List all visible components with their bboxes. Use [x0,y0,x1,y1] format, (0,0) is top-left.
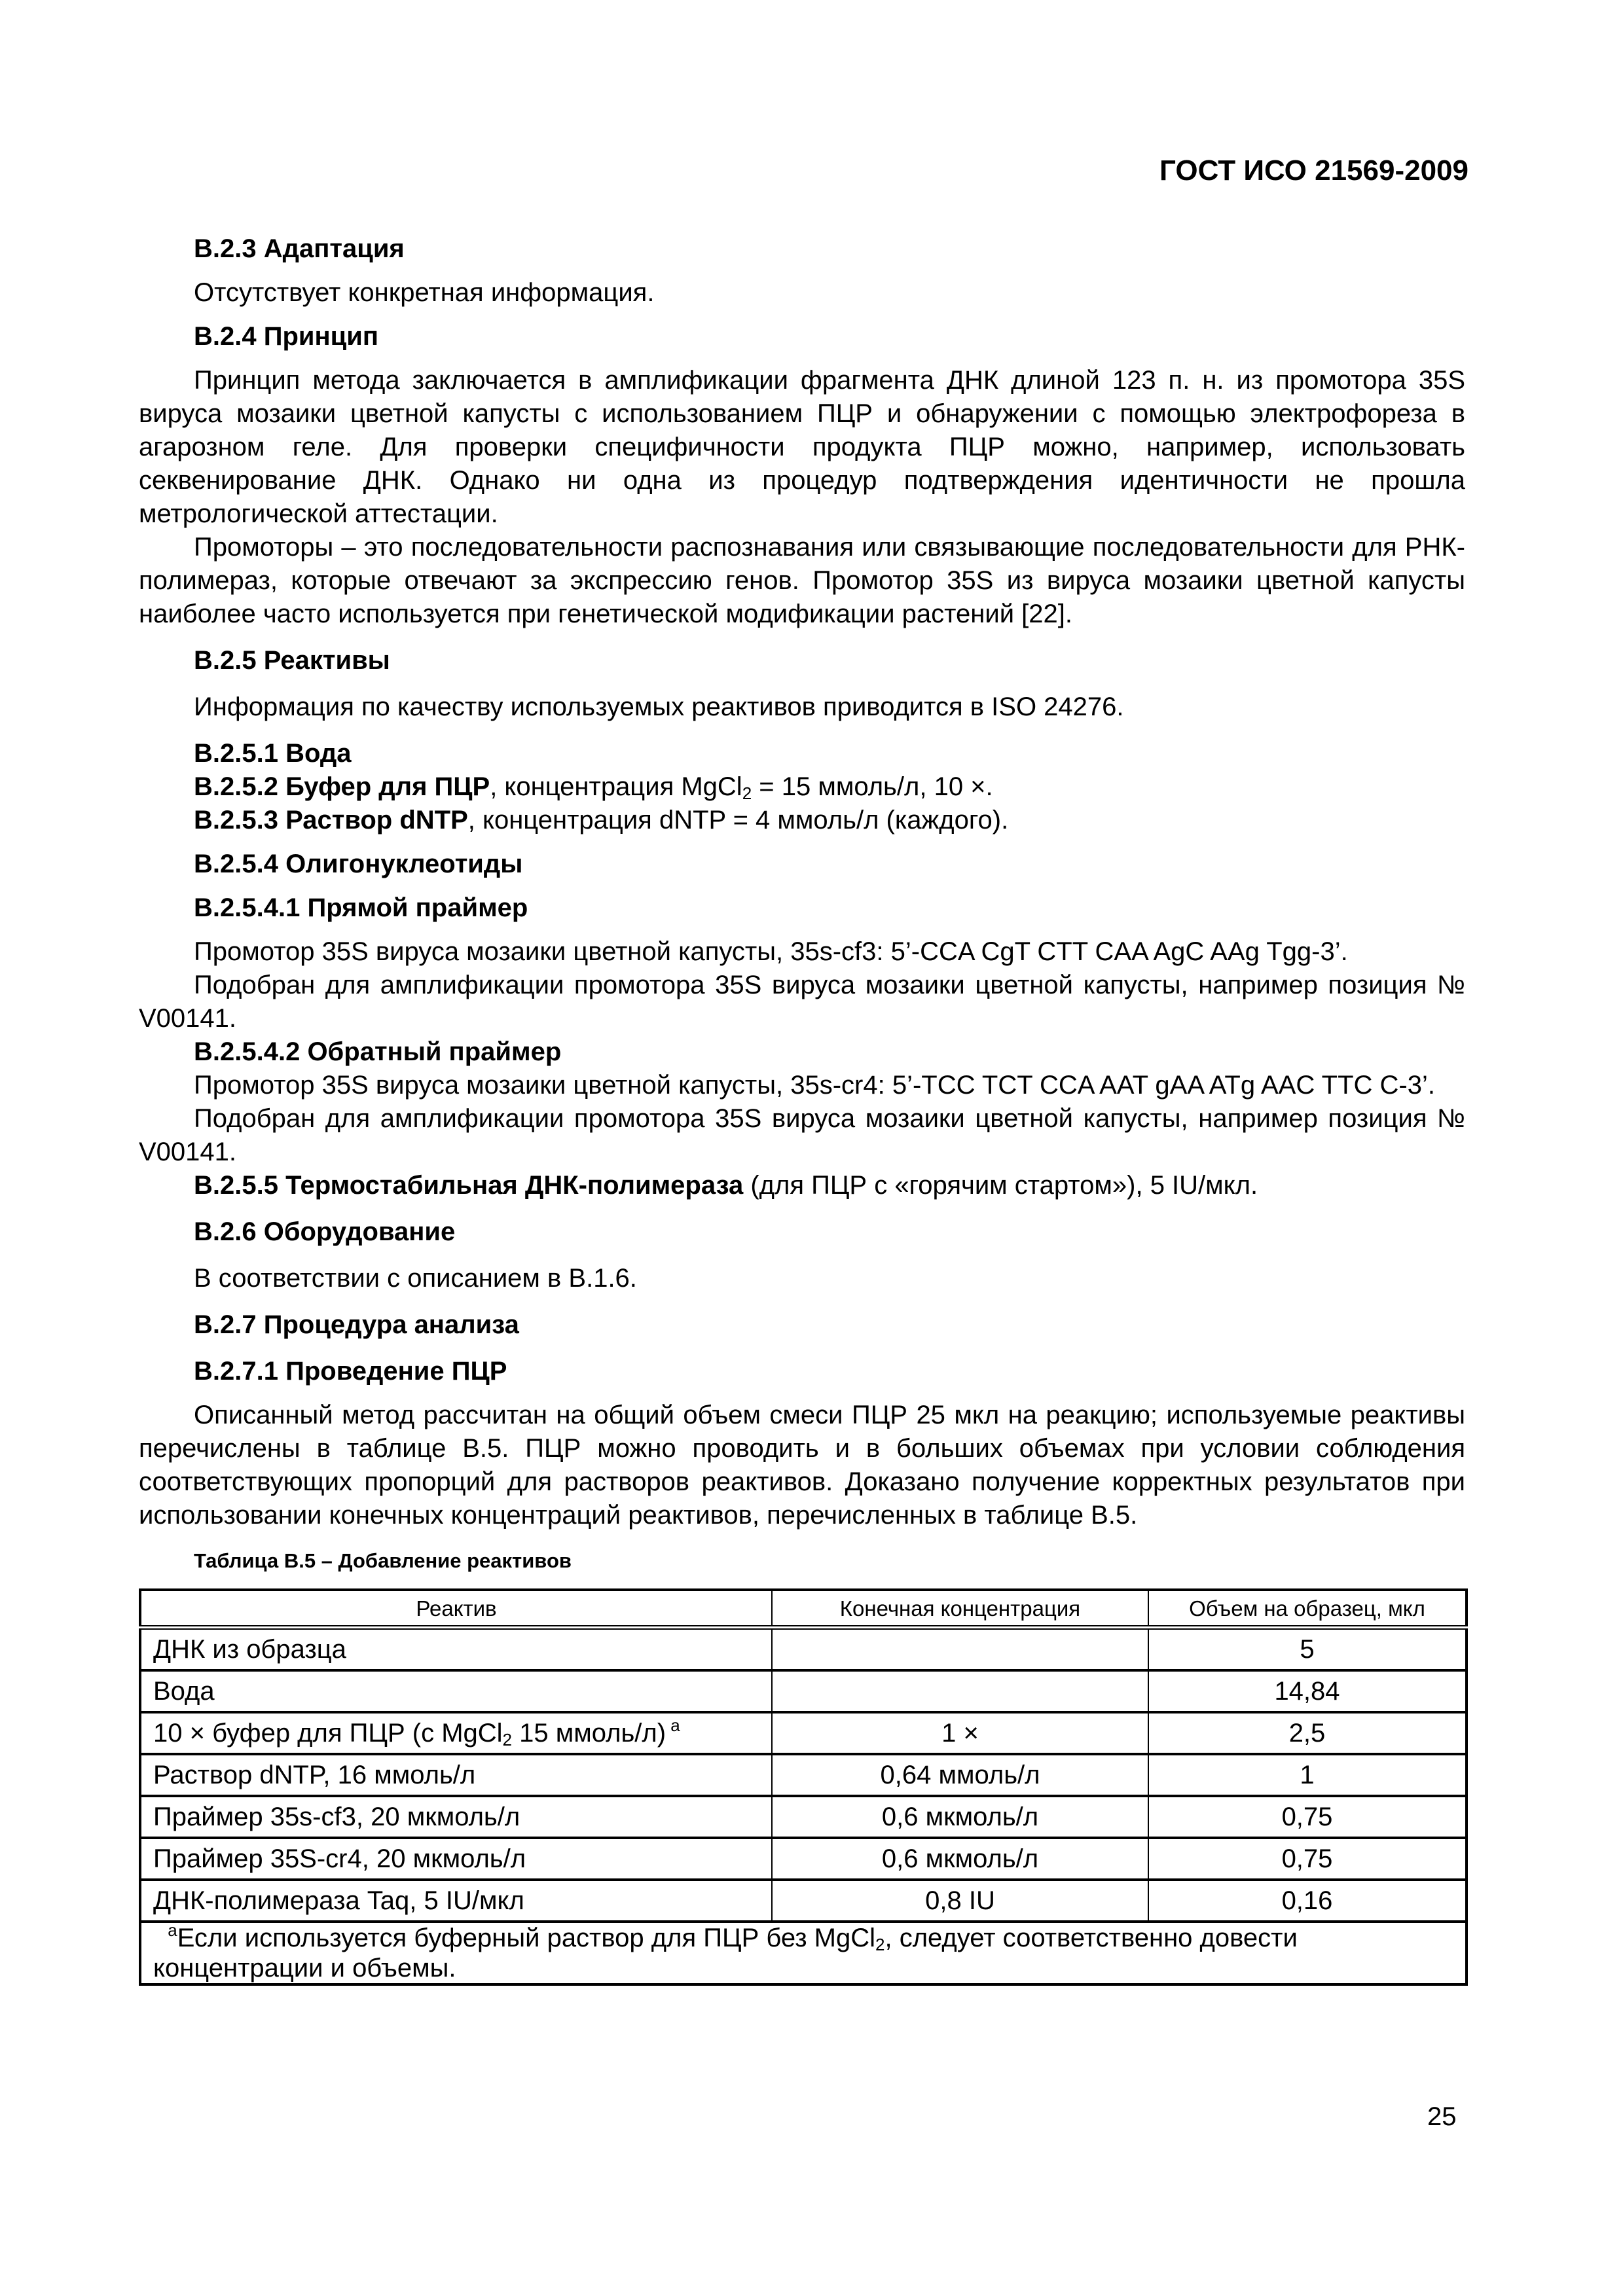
paragraph-principle: Принцип метода заключается в амплификации фрагмента ДНК длиной 123 п. н. из промотора 35S вируса мозаики цветной капусты с использованием ПЦР и обнаружении с помощью электрофореза в агарозном геле. Для проверки специфичности продукта ПЦР можно, например, использовать секвенирование ДНК. Однако ни одна из процедур подтверждения идентичности не прошла метрологической аттестации. [139,366,1465,528]
table-footnote: $^a$Если используется буферный раствор для ПЦР без MgCl$_2$, следует соответственно довести концентрации и объемы. [140,1922,1467,1984]
heading-b2555: В.2.5.5 Термостабильная ДНК-полимераза [194,1171,744,1200]
table-row: ДНК из образца 5 [140,1628,1467,1671]
table-caption: Таблица В.5 – Добавление реактивов [194,1549,572,1572]
column-header-volume: Объем на образец, мкл [1148,1590,1467,1628]
heading-b271: В.2.7.1 Проведение ПЦР [194,1357,507,1386]
document-id-header: ГОСТ ИСО 21569-2009 [1159,154,1468,187]
table-row: Праймер 35s-cf3, 20 мкмоль/л 0,6 мкмоль/л 0,75 [140,1796,1467,1838]
column-header-reagent: Реактив [140,1590,772,1628]
document-body [139,232,1465,1986]
table-header-row [140,1590,1467,1628]
page-number: 25 [1427,2102,1457,2131]
table-row: Вода 14,84 [140,1670,1467,1712]
table-footnote-row [140,1922,1467,1984]
heading-b25541: В.2.5.4.1 Прямой праймер [194,893,528,922]
section-heading-b26: В.2.6 Оборудование [194,1217,456,1246]
forward-primer-note: Подобран для амплификации промотора 35S вируса мозаики цветной капусты, например позиция № V00141. [139,971,1465,1033]
forward-primer-sequence: Промотор 35S вируса мозаики цветной капусты, 35s-cf3: 5’-CCA CgT CTT CAA AgC AAg Tgg-3’. [194,937,1348,966]
heading-b2554: В.2.5.4 Олигонуклеотиды [194,850,523,878]
reagents-table [139,1588,1468,1986]
table-row: Раствор dNTP, 16 ммоль/л 0,64 ммоль/л 1 [140,1754,1467,1796]
heading-b2552: В.2.5.2 Буфер для ПЦР [194,772,490,801]
table-row: ДНК-полимераза Taq, 5 IU/мкл 0,8 IU 0,16 [140,1880,1467,1922]
footnote-marker: a [666,1715,680,1735]
heading-b2551: В.2.5.1 Вода [194,739,352,768]
item-b2555: В.2.5.5 Термостабильная ДНК-полимераза (для ПЦР с «горячим стартом»), 5 IU/мкл. [194,1171,1258,1200]
paragraph-pcr-procedure: Описанный метод рассчитан на общий объем смеси ПЦР 25 мкл на реакцию; используемые реактивы перечислены в таблице В.5. ПЦР можно проводить и в больших объемах при условии соблюдения соответствующих пропорций для растворов реактивов. Доказано получение корректных результатов при использовании конечных концентраций реактивов, перечисленных в таблице В.5. [139,1401,1465,1530]
table-row: Праймер 35S-cr4, 20 мкмоль/л 0,6 мкмоль/л 0,75 [140,1838,1467,1880]
section-heading-b27: В.2.7 Процедура анализа [194,1310,519,1339]
section-text-b25: Информация по качеству используемых реактивов приводится в ISO 24276. [194,692,1124,721]
reverse-primer-sequence: Промотор 35S вируса мозаики цветной капусты, 35s-cr4: 5’-TCC TCT CCA AAT gAA ATg AAC TTC C-3’. [194,1071,1435,1100]
section-text-b23: Отсутствует конкретная информация. [194,278,655,307]
table-row: 10 × буфер для ПЦР (с MgCl$_2$ 15 ммоль/л) $^a$ 1 × 2,5 [140,1712,1467,1754]
item-b2553: В.2.5.3 Раствор dNTP, концентрация dNTP = 4 ммоль/л (каждого). [194,806,1009,834]
section-heading-b24: В.2.4 Принцип [194,322,378,351]
section-heading-b25: В.2.5 Реактивы [194,646,390,675]
heading-b2553: В.2.5.3 Раствор dNTP [194,806,468,834]
reverse-primer-note: Подобран для амплификации промотора 35S вируса мозаики цветной капусты, например позиция № V00141. [139,1104,1465,1166]
section-text-b26: В соответствии с описанием в В.1.6. [194,1264,637,1293]
section-heading-b23: В.2.3 Адаптация [194,234,405,263]
item-b2552: В.2.5.2 Буфер для ПЦР, концентрация MgCl$_2$ = 15 ммоль/л, 10 ×. [194,772,993,803]
paragraph-promoters: Промоторы – это последовательности распознавания или связывающие последовательности для РНК-полимераз, которые отвечают за экспрессию генов. Промотор 35S из вируса мозаики цветной капусты наиболее часто используется при генетической модификации растений [22]. [139,533,1465,628]
heading-b25542: В.2.5.4.2 Обратный праймер [194,1037,562,1066]
column-header-concentration: Конечная концентрация [772,1590,1148,1628]
